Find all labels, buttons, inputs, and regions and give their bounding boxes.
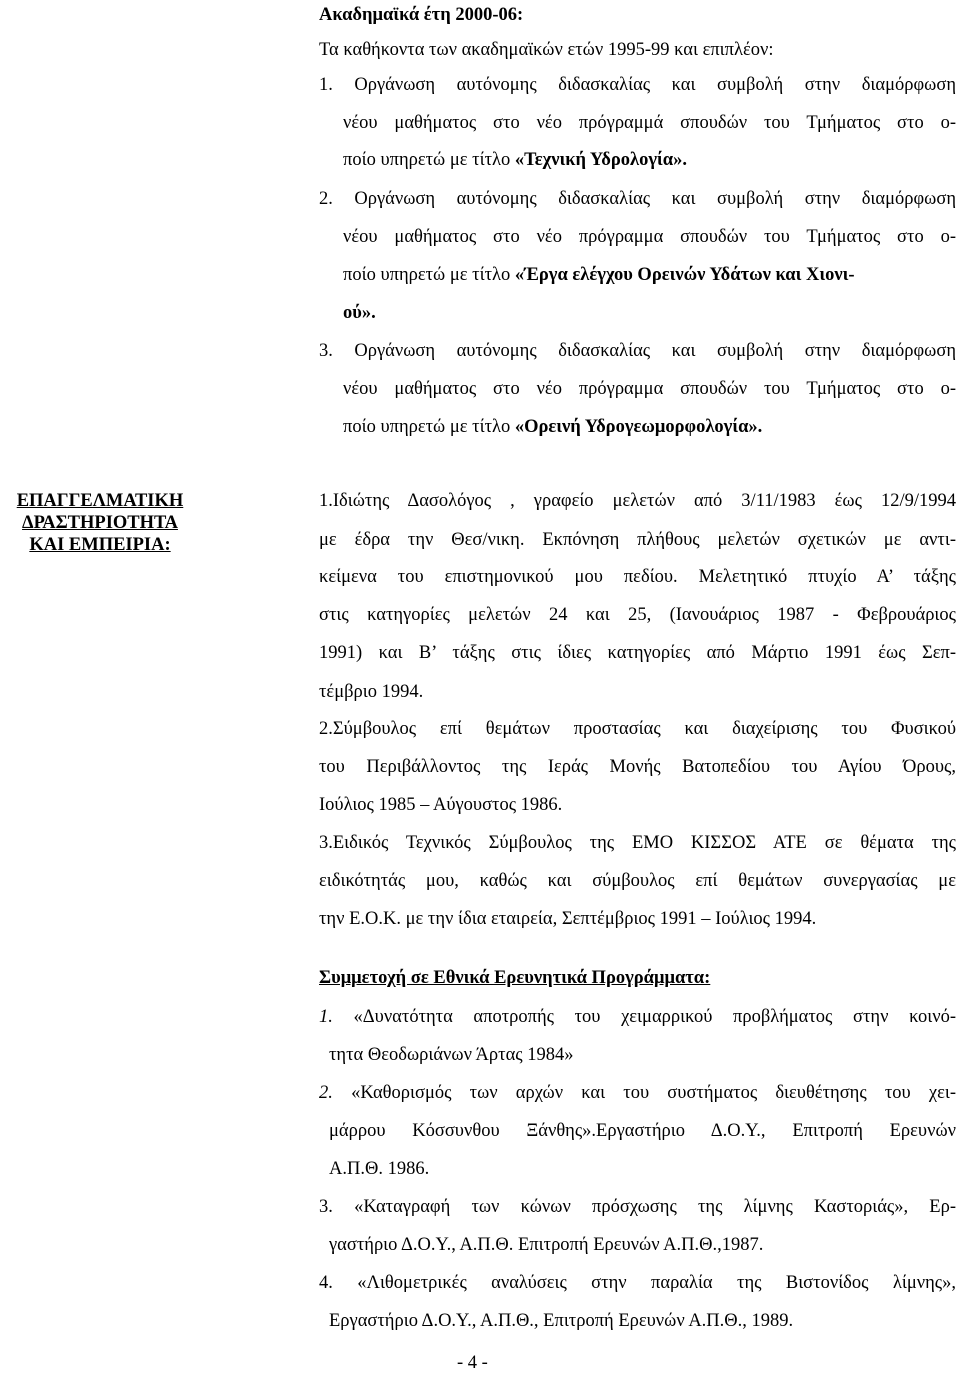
course-title-2: «Έργα ελέγχου Ορεινών Υδάτων και Χιονι- [514, 265, 855, 285]
experience-line-5: 1991) και Β’ τάξης στις ίδιες κατηγορίες από Μάρτιο 1991 έως Σεπ- [319, 644, 956, 663]
research-item-2-line-2: μάρρου Κόσσυνθου Ξάνθης».Εργαστήριο Δ.Ο.Υ., Επιτροπή Ερευνών [329, 1122, 956, 1141]
course-item-3-line-2: νέου μαθήματος στο νέο πρόγραμμα σπουδών του Τμήματος στο ο- [343, 380, 956, 399]
experience-line-8: του Περιβάλλοντος της Ιεράς Μονής Βατοπεδίου του Αγίου Όρους, [319, 758, 956, 777]
research-item-2-line-3: Α.Π.Θ. 1986. [329, 1159, 430, 1179]
course-item-1-line-2: νέου μαθήματος στο νέο πρόγραμμά σπουδών του Τμήματος στο ο- [343, 114, 956, 133]
research-item-3-line-1: 3. «Καταγραφή των κώνων πρόσχωσης της λίμνης Καστοριάς», Ερ- [319, 1198, 956, 1217]
research-item-2-line-1: 2. «Καθορισμός των αρχών και του συστήματος διευθέτησης του χει- [319, 1084, 956, 1103]
experience-line-9: Ιούλιος 1985 – Αύγουστος 1986. [319, 795, 563, 815]
course-item-3-line-1: 3. Οργάνωση αυτόνομης διδασκαλίας και συμβολή στην διαμόρφωση [319, 342, 956, 361]
page-number: - 4 - [457, 1353, 488, 1373]
side-label-experience: ΕΠΑΓΓΕΛΜΑΤΙΚΗ ΔΡΑΣΤΗΡΙΟΤΗΤΑ ΚΑΙ ΕΜΠΕΙΡΙΑ: [16, 491, 184, 555]
course-item-1-line-1: 1. Οργάνωση αυτόνομης διδασκαλίας και συμβολή στην διαμόρφωση [319, 76, 956, 95]
experience-line-11: ειδικότητάς μου, καθώς και σύμβουλος επί θεμάτων συνεργασίας με [319, 872, 956, 891]
research-item-4-line-1: 4. «Λιθομετρικές αναλύσεις στην παραλία της Βιστονίδος λίμνης», [319, 1274, 956, 1293]
course-item-2-line-4: ού». [343, 303, 376, 323]
course-item-2-line-2: νέου μαθήματος στο νέο πρόγραμμα σπουδών του Τμήματος στο ο- [343, 228, 956, 247]
course-item-3-line-3: ποίο υπηρετώ με τίτλο «Ορεινή Υδρογεωμορφολογία». [343, 417, 763, 437]
course-item-2-line-1: 2. Οργάνωση αυτόνομης διδασκαλίας και συμβολή στην διαμόρφωση [319, 190, 956, 209]
research-item-1-line-1: 1. «Δυνατότητα αποτροπής του χειμαρρικού προβλήματος στην κοινό- [319, 1008, 956, 1027]
course-item-1-line-3: ποίο υπηρετώ με τίτλο «Τεχνική Υδρολογία». [343, 150, 687, 170]
experience-line-6: τέμβριο 1994. [319, 682, 424, 702]
research-item-3-line-2: γαστήριο Δ.Ο.Υ., Α.Π.Θ. Επιτροπή Ερευνών Α.Π.Θ.,1987. [329, 1235, 764, 1255]
research-heading: Συμμετοχή σε Εθνικά Ερευνητικά Προγράμματα: [319, 968, 711, 988]
experience-line-10: 3.Ειδικός Τεχνικός Σύμβουλος της ΕΜΟ ΚΙΣΣΟΣ ΑΤΕ σε θέματα της [319, 834, 956, 853]
section-heading-academic-years: Ακαδημαϊκά έτη 2000-06: [319, 5, 524, 25]
intro-line: Τα καθήκοντα των ακαδημαϊκών ετών 1995-99 και επιπλέον: [319, 40, 774, 60]
experience-line-1: 1.Ιδιώτης Δασολόγος , γραφείο μελετών από 3/11/1983 έως 12/9/1994 [319, 492, 956, 511]
course-title-1: «Τεχνική Υδρολογία». [514, 150, 687, 170]
research-item-1-line-2: τητα Θεοδωριάνων Άρτας 1984» [329, 1045, 574, 1065]
research-item-4-line-2: Εργαστήριο Δ.Ο.Υ., Α.Π.Θ., Επιτροπή Ερευνών Α.Π.Θ., 1989. [329, 1311, 794, 1331]
course-item-2-line-3: ποίο υπηρετώ με τίτλο «Έργα ελέγχου Ορεινών Υδάτων και Χιονι- [343, 265, 855, 285]
course-title-3: «Ορεινή Υδρογεωμορφολογία». [514, 417, 763, 437]
experience-line-4: στις κατηγορίες μελετών 24 και 25, (Ιανουάριος 1987 - Φεβρουάριος [319, 606, 956, 625]
experience-line-12: την Ε.Ο.Κ. με την ίδια εταιρεία, Σεπτέμβριος 1991 – Ιούλιος 1994. [319, 909, 817, 929]
experience-line-3: κείμενα του επιστημονικού μου πεδίου. Μελετητικό πτυχίο Α’ τάξης [319, 568, 956, 587]
experience-line-2: με έδρα την Θεσ/νικη. Εκπόνηση πλήθους μελετών σχετικών με αντι- [319, 531, 956, 550]
experience-line-7: 2.Σύμβουλος επί θεμάτων προστασίας και διαχείρισης του Φυσικού [319, 720, 956, 739]
